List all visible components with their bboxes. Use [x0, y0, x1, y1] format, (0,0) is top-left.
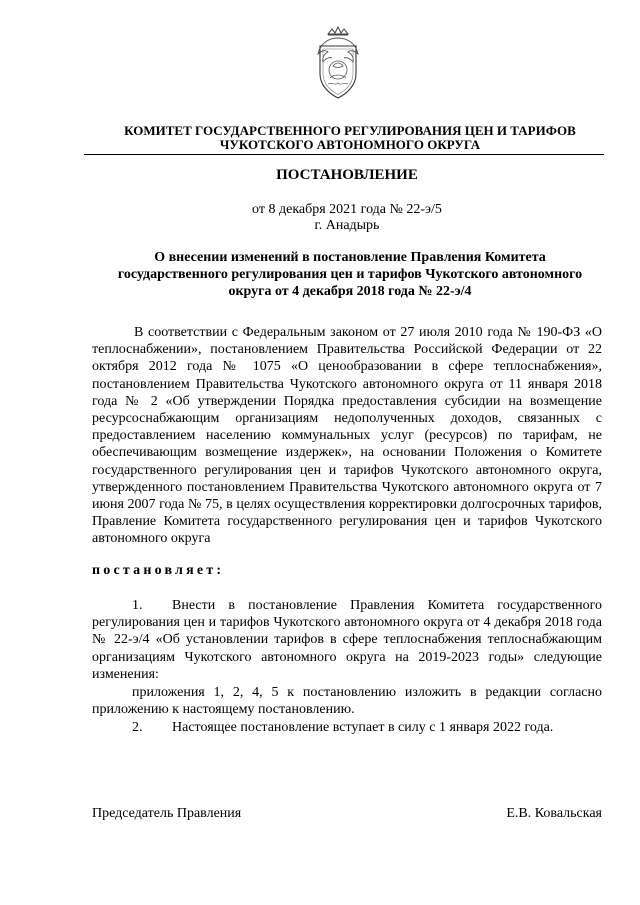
signatory-name: Е.В. Ковальская [506, 806, 602, 821]
preamble-paragraph: В соответствии с Федеральным законом от 27 июля 2010 года № 190-ФЗ «О теплоснабжении», постановлением Правительства Российской Федерации от 22 октября 2012 года № 1075 «О ценообразовании в сфере теплоснабжения», постановлением Правительства Чукотского автономного округа от 11 января 2018 года № 2 «Об утверждении Порядка предоставления субсидии на возмещение ресурсоснабжающим организациям недополученных доходов, связанных с предоставлением населению коммунальных услуг (ресурсов) по тарифам, не обеспечивающим возмещение издержек», на основании Положения о Комитете государственного регулирования цен и тарифов Чукотского автономного округа, утвержденного постановлением Правительства Чукотского автономного округа от 7 июня 2007 года № 75, в целях осуществления корректировки долгосрочных тарифов, Правление Комитета государственного регулирования цен и тарифов Чукотского автономного округа [92, 325, 602, 547]
list-item-number: 2. [132, 720, 143, 735]
list-item-text: Внести в постановление Правления Комитета государственного регулирования цен и тарифов Чукотского автономного округа от 4 декабря 2018 года № 22-э/4 «Об установлении тарифов в сфере теплоснабжения теплоснабжающим организациям Чукотского автономного округа на 2019-2023 годы» следующие изменения: [92, 598, 602, 682]
document-type: ПОСТАНОВЛЕНИЕ [276, 167, 418, 183]
resolves-label: постановляет: [92, 563, 225, 578]
document-city: г. Анадырь [314, 218, 380, 233]
list-item-number: 1. [132, 598, 143, 613]
signatory-title: Председатель Правления [92, 806, 242, 821]
document-date-number: от 8 декабря 2021 года № 22-э/5 [252, 202, 442, 217]
committee-name-line2: ЧУКОТСКОГО АВТОНОМНОГО ОКРУГА [219, 137, 481, 152]
list-item-text: Настоящее постановление вступает в силу с 1 января 2022 года. [172, 720, 554, 735]
coat-of-arms-icon [306, 26, 370, 104]
list-item-1 [92, 597, 602, 683]
committee-name-line1: КОМИТЕТ ГОСУДАРСТВЕННОГО РЕГУЛИРОВАНИЯ ЦЕН И ТАРИФОВ [124, 123, 576, 138]
document-subject: О внесении изменений в постановление Правления Комитета государственного регулирования цен и тарифов Чукотского автономного округа от 4 декабря 2018 года № 22-э/4 [117, 250, 583, 299]
list-item-2 [132, 719, 553, 736]
list-item-1-sub: приложения 1, 2, 4, 5 к постановлению изложить в редакции согласно приложению к настоящему постановлению. [92, 685, 602, 718]
header-divider [84, 154, 604, 155]
